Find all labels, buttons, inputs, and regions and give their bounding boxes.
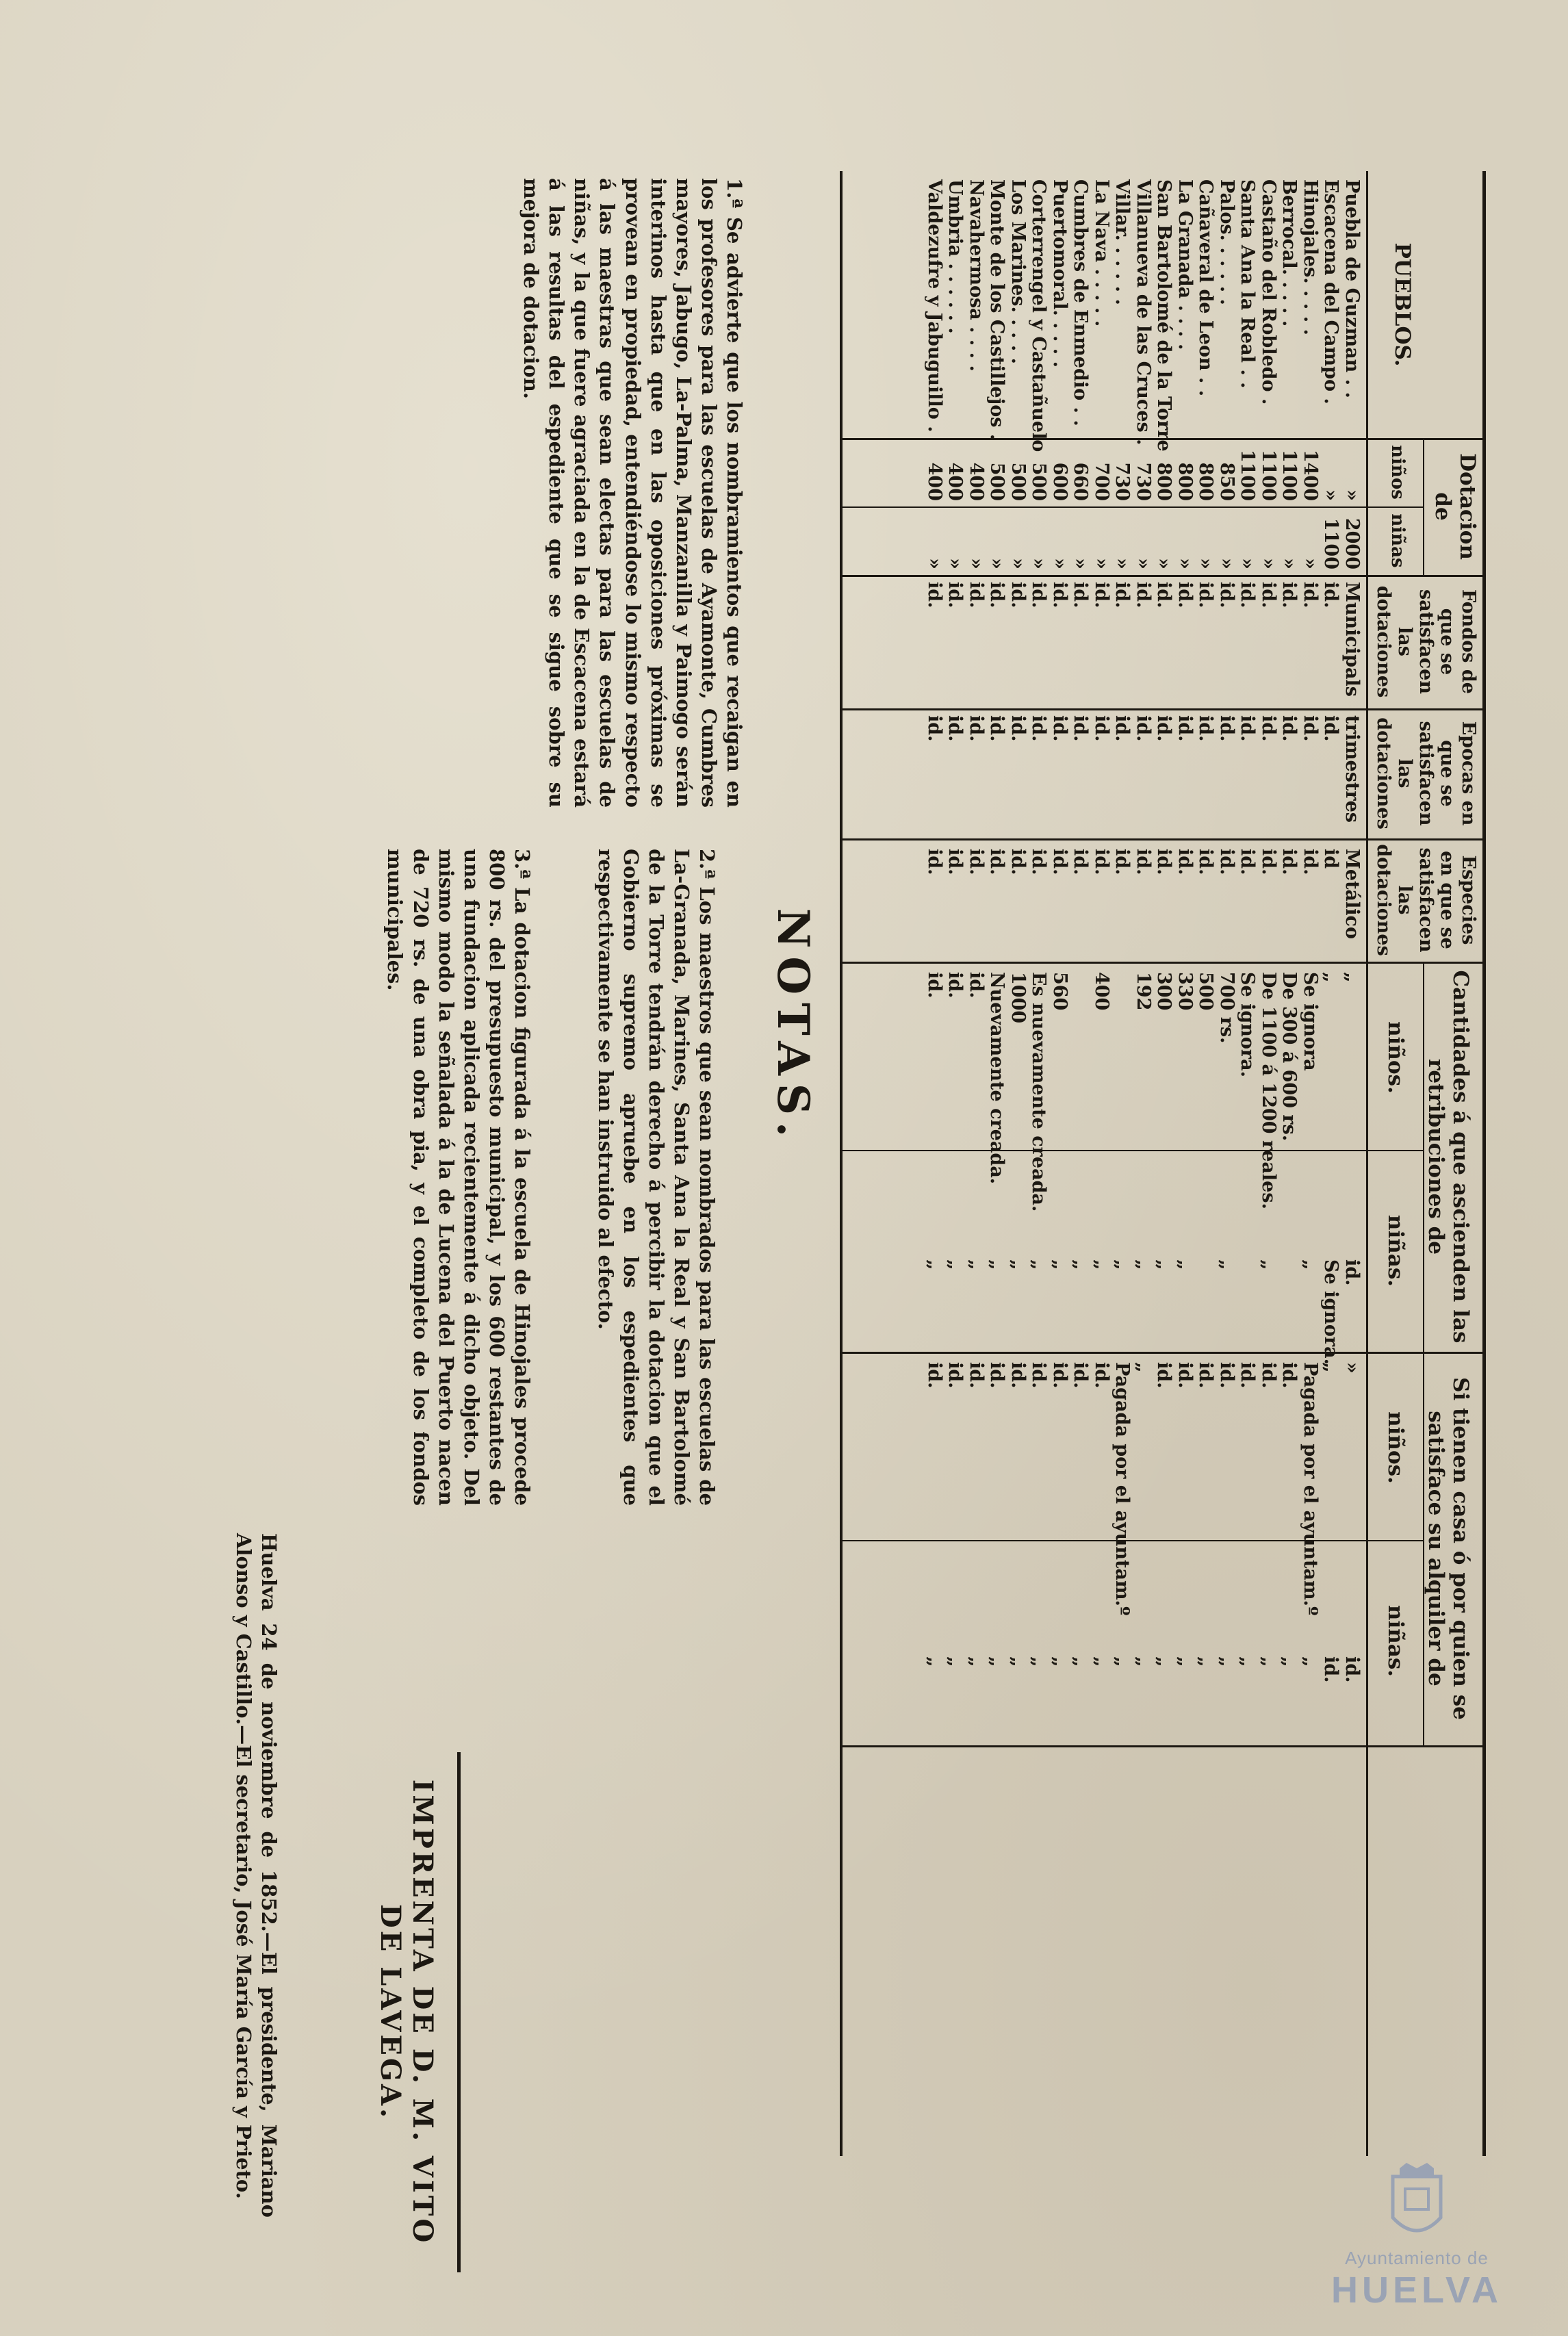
table-cell: id. (1341, 1656, 1363, 1683)
table-bottom-rule (840, 171, 843, 2156)
header-dotacion-ninas: niñas (1387, 513, 1408, 568)
table-cell: Los Marines. . . . . (1007, 179, 1029, 365)
header-dotacion-ninos: niños (1387, 445, 1408, 500)
table-cell: „ (1070, 1259, 1092, 1270)
table-cell: „ (1258, 1259, 1279, 1270)
header-casa-ninos: niños. (1383, 1411, 1408, 1484)
table-cell: » (1153, 558, 1175, 569)
table-cell: » (1028, 558, 1050, 569)
table-cell: Corterrengel y Castañuelo (1028, 179, 1050, 452)
table-cell: Se ignora. (1320, 1259, 1342, 1365)
table-cell: » (1070, 558, 1092, 569)
table-cell: id. (1070, 849, 1092, 875)
table-cell: » (1174, 558, 1196, 569)
table-cell: Navahermosa . . . . (966, 179, 987, 372)
table-cell: » (986, 558, 1008, 569)
table-cell: Palos. . . . . . (1216, 179, 1237, 305)
notes-title: NOTAS. (767, 908, 819, 1146)
closing-signature: Huelva 24 de noviembre de 1852.—El presidente, Mariano Alonso y Castillo.—El secretario, José María García y Prieto. (231, 1533, 281, 2218)
header-pueblos: PUEBLOS. (1390, 242, 1415, 367)
table-cell: id. (1216, 849, 1237, 875)
col-sep (843, 575, 1486, 577)
table-cell: Umbria . . . . . . (944, 179, 966, 334)
table-cell: „ (966, 1259, 987, 1270)
huelva-logo (1273, 2163, 1560, 2320)
table-cell: id. (1028, 582, 1050, 608)
table-cell: id. (1111, 849, 1133, 875)
column-especies (925, 849, 1363, 958)
table-cell: id. (1258, 1362, 1279, 1389)
table-cell: id. (944, 849, 966, 875)
table-cell: „ (1300, 1259, 1321, 1270)
table-cell: id. (966, 972, 987, 999)
imprint: IMPRENTA DE D. M. VITO DE LAVEGA. (374, 1779, 439, 2246)
table-cell: „ (986, 1656, 1008, 1667)
table-cell: » (1195, 558, 1217, 569)
table-cell: „ (1028, 1259, 1050, 1270)
column-casa-ninos (925, 1362, 1363, 1670)
table-cell: id. (1174, 849, 1196, 875)
table-cell: 800 (1153, 462, 1175, 501)
table-cell: 600 (1049, 462, 1070, 501)
table-cell: id. (1258, 715, 1279, 742)
table-cell: id. (1278, 715, 1300, 742)
table-cell: id. (1258, 582, 1279, 608)
table-cell: „ (1111, 1656, 1133, 1667)
table-cell: Escacena del Campo . (1320, 179, 1342, 405)
table-cell: Municipals (1341, 582, 1363, 697)
table-cell: id. (1320, 715, 1342, 742)
table-cell: „ (924, 1656, 945, 1667)
table-cell: id. (1320, 582, 1342, 608)
table-cell: 1100 (1320, 517, 1342, 569)
col-sep (843, 708, 1486, 710)
table-cell: » (1320, 489, 1342, 501)
table-cell: 850 (1216, 462, 1237, 501)
table-cell: „ (1195, 1656, 1217, 1667)
table-cell: 192 (1133, 972, 1154, 1011)
header-fondos: Fondos de que se satisfacen las dotaciones (1372, 585, 1479, 698)
imprint-rule (457, 1752, 461, 2272)
table-cell: „ (1153, 1656, 1175, 1667)
table-cell: » (1007, 558, 1029, 569)
table-cell: Villanueva de las Cruces . (1133, 179, 1154, 446)
table-cell: id. (1153, 582, 1175, 608)
header-casa: Si tienen casa ó por quien se satisface su alquiler de (1424, 1377, 1473, 1720)
table-cell: „ (1007, 1259, 1029, 1270)
table-cell: id. (1195, 582, 1217, 608)
col-sep (843, 1352, 1486, 1354)
table-cell: Cañaveral de Leon . . (1195, 179, 1217, 397)
table-cell: Pagada por el ayuntam.º (1111, 1362, 1133, 1616)
table-cell (1196, 1259, 1217, 1348)
table-cell: „ (1133, 1656, 1154, 1667)
table-cell: „ (1300, 1656, 1321, 1667)
table-cell: id. (1237, 582, 1259, 608)
header-cantidades: Cantidades á que ascienden las retribuciones de (1424, 970, 1473, 1344)
table-cell: » (924, 558, 945, 569)
table-cell (1279, 1259, 1300, 1348)
table-cell: San Bartolomé de la Torre (1153, 179, 1175, 452)
table-cell: id. (1278, 582, 1300, 608)
table-cell: „ (966, 1656, 987, 1667)
table-cell: trimestres (1341, 715, 1363, 823)
table-cell: 400 (966, 462, 987, 501)
table-cell: 1100 (1278, 449, 1300, 501)
table-cell: » (1258, 558, 1279, 569)
table-cell: id. (924, 849, 945, 875)
table-cell: » (1300, 558, 1321, 569)
table-cell: id. (1195, 849, 1217, 875)
table-cell: La Nava . . . . . (1091, 179, 1112, 327)
table-cell: „ (1133, 1259, 1154, 1270)
table-cell: 700 rs. (1216, 972, 1237, 1044)
table-cell: id. (1028, 849, 1050, 875)
table-cell: „ (1237, 1656, 1259, 1667)
table-cell: „ (1153, 1259, 1175, 1270)
table-cell: id. (1216, 1362, 1237, 1389)
table-cell: id. (1007, 715, 1029, 742)
logo-line1: Ayuntamiento de (1345, 2248, 1489, 2268)
table-cell: „ (1278, 1656, 1300, 1667)
table-cell: id. (1153, 715, 1175, 742)
table-cell: id. (1111, 715, 1133, 742)
col-sep (843, 962, 1486, 964)
table-cell: Valdezufre y Jabuguillo . (924, 179, 945, 433)
table-cell: id. (1341, 1259, 1363, 1286)
table-cell: „ (944, 1259, 966, 1270)
table-cell: id. (966, 1362, 987, 1389)
table-cell: 400 (944, 462, 966, 501)
table-cell: „ (1174, 1656, 1196, 1667)
table-cell: id. (924, 582, 945, 608)
col-sep (843, 506, 1424, 508)
table-cell: „ (1174, 1259, 1196, 1270)
table-cell: id. (1216, 715, 1237, 742)
table-cell: id. (1091, 582, 1112, 608)
column-retribucion-ninas (924, 1259, 1363, 1365)
table-cell: 500 (1195, 972, 1217, 1011)
table-top-rule (1482, 171, 1486, 2156)
table-cell: Monte de los Castillejos . (986, 179, 1008, 441)
table-cell: id. (944, 1362, 966, 1389)
table-cell: 800 (1195, 462, 1217, 501)
note-3: 3.ª La dotacion figurada á la escuela de Hinojales procede 800 rs. del presupuesto municipal, y los 600 restantes de una fundacion aplicada recientemente á dicho objeto. Del mismo modo la señalada á la de Lucena del Puerto nacen de 720 rs. de una obra pia, y el completo de los fondos municipales. (383, 849, 534, 1506)
table-cell: id. (1070, 582, 1092, 608)
table-cell: id. (1070, 1362, 1092, 1389)
header-casa-ninas: niñas. (1383, 1604, 1408, 1678)
table-cell: id. (1300, 849, 1321, 875)
table-cell: id. (1007, 582, 1029, 608)
table-cell: » (1341, 1362, 1363, 1374)
table-cell: id. (944, 582, 966, 608)
table-cell: „ (986, 1259, 1008, 1270)
table-cell: id. (1237, 1362, 1259, 1389)
table-cell: 660 (1070, 462, 1092, 501)
header-cant-ninos: niños. (1383, 1021, 1408, 1094)
table-cell: id. (1300, 715, 1321, 742)
header-epocas: Epocas en que se satisfacen las dotaciones (1372, 717, 1479, 830)
table-cell: Se ignora (1300, 972, 1321, 1071)
table-cell: 400 (1091, 972, 1112, 1011)
table-cell: 500 (986, 462, 1008, 501)
table-cell: 400 (924, 462, 945, 501)
table-cell: id. (1028, 715, 1050, 742)
table-cell: „ (1007, 1656, 1029, 1667)
header-dotacion: Dotacion de (1430, 453, 1480, 560)
table-cell: id. (1300, 582, 1321, 608)
table-cell: Castaño del Robledo . (1258, 179, 1279, 405)
table-cell: „ (924, 1259, 945, 1270)
table-header-rule (1366, 171, 1368, 2156)
table-cell: Santa Ana la Real . . (1237, 179, 1259, 389)
table-cell: id. (1153, 849, 1175, 875)
table-cell: 500 (1028, 462, 1050, 501)
table-cell: id. (1237, 715, 1259, 742)
table-cell: Berrocal. . . . . (1278, 179, 1300, 327)
table-cell: Se ignora. (1237, 972, 1259, 1077)
table-cell: id. (1133, 582, 1154, 608)
logo-line2: HUELVA (1331, 2270, 1502, 2311)
table-cell: id. (1007, 849, 1029, 875)
header-especies: Especies en que se satisfacen las dotaciones (1372, 844, 1479, 956)
table-cell: La Granada . . . . (1174, 179, 1196, 350)
table-cell: id. (1133, 715, 1154, 742)
column-dotacion-ninos (925, 446, 1363, 501)
table-cell: id. (1091, 1362, 1112, 1389)
table-cell: De 1100 á 1200 reales. (1258, 972, 1279, 1209)
table-cell: id. (986, 582, 1008, 608)
table-cell: 2000 (1341, 517, 1363, 569)
table-cell: id. (1174, 715, 1196, 742)
table-cell: 730 (1111, 462, 1133, 501)
table-cell: id. (1049, 1362, 1070, 1389)
table-cell: „ (1320, 972, 1342, 983)
column-pueblos (924, 179, 1363, 452)
table-cell: „ (1216, 1656, 1237, 1667)
note-2: 2.ª Los maestros que sean nombrados para las escuelas de La-Granada, Marines, Santa Ana la Real y San Bartolomé de la Torre tendrán derecho á percibir la dotacion que el Gobierno supremo apruebe en los espedientes que respectivamente se han instruido al efecto. (593, 849, 719, 1506)
table-cell: id. (986, 715, 1008, 742)
table-cell: id. (1028, 1362, 1050, 1389)
table-cell: Cumbres de Enmedio . . (1070, 179, 1092, 426)
sub-rule (1423, 438, 1424, 575)
table-cell: id. (1174, 582, 1196, 608)
table-cell: Metálico (1341, 849, 1363, 939)
table-cell: „ (1258, 1656, 1279, 1667)
column-dotacion-ninas (925, 515, 1363, 569)
table-cell: Villar. . . . . . (1111, 179, 1133, 305)
table-cell: Puertomoral. . . . . (1049, 179, 1070, 368)
table-cell: „ (1341, 972, 1363, 983)
table-cell: „ (1216, 1259, 1237, 1270)
table-cell: id. (966, 582, 987, 608)
table-cell: 560 (1049, 972, 1070, 1011)
table-cell: Es nuevamente creada. (1028, 972, 1050, 1212)
table-cell: id. (1195, 715, 1217, 742)
table-cell: id. (1049, 849, 1070, 875)
table-cell: 300 (1153, 972, 1175, 1011)
table-cell: id. (1237, 849, 1259, 875)
table-cell: » (1091, 558, 1112, 569)
table-cell: » (1111, 558, 1133, 569)
table-cell: id. (1195, 1362, 1217, 1389)
col-sep (843, 1745, 1486, 1747)
table-cell: Hinojales. . . . . (1300, 179, 1321, 335)
table-cell: 1400 (1300, 449, 1321, 501)
table-cell: „ (1320, 1362, 1342, 1373)
table-cell: » (1216, 558, 1237, 569)
column-fondos (925, 582, 1363, 705)
table-cell: » (1133, 558, 1154, 569)
table-cell: „ (1028, 1656, 1050, 1667)
table-cell: „ (1070, 1656, 1092, 1667)
table-cell: „ (1049, 1259, 1070, 1270)
crest-icon (1386, 2163, 1448, 2245)
header-cant-ninas: niñas. (1383, 1214, 1408, 1287)
table-cell: „ (1091, 1259, 1112, 1270)
table-cell: id (1320, 849, 1342, 869)
table-cell: id. (986, 1362, 1008, 1389)
table-cell: „ (1111, 1259, 1133, 1270)
table-cell: » (1341, 489, 1363, 501)
table-cell: id. (986, 849, 1008, 875)
col-sep (843, 838, 1486, 840)
table-cell: id. (1278, 1362, 1300, 1389)
table-cell: 730 (1133, 462, 1154, 501)
table-cell: „ (1049, 1656, 1070, 1667)
table-cell: 1100 (1237, 449, 1259, 501)
table-cell: id. (1049, 582, 1070, 608)
table-cell: id. (1091, 849, 1112, 875)
table-cell: id. (1111, 582, 1133, 608)
table-cell: » (1049, 558, 1070, 569)
table-cell: id. (944, 715, 966, 742)
table-cell: 1000 (1007, 972, 1029, 1024)
table-cell (1237, 1259, 1259, 1348)
table-cell: id. (1320, 1656, 1342, 1683)
table-cell: id. (1091, 715, 1112, 742)
column-epocas (925, 715, 1363, 835)
table-cell: » (966, 558, 987, 569)
table-cell: id. (1216, 582, 1237, 608)
column-casa-ninas (925, 1656, 1363, 1738)
table-cell: „ (944, 1656, 966, 1667)
table-cell: » (1278, 558, 1300, 569)
table-cell: id. (1174, 1362, 1196, 1389)
table-cell: 330 (1174, 972, 1196, 1011)
table-cell: id. (944, 972, 966, 999)
table-cell: „ (1133, 1362, 1154, 1373)
table-cell: De 300 á 600 rs. (1278, 972, 1300, 1142)
table-cell: id. (1007, 1362, 1029, 1389)
table-cell: 700 (1091, 462, 1112, 501)
table-cell: id. (924, 1362, 945, 1389)
table-cell: id. (924, 715, 945, 742)
table-cell: Puebla de Guzman . . (1341, 179, 1363, 398)
table-cell: id. (1049, 715, 1070, 742)
table-cell: Pagada por el ayuntam.º (1300, 1362, 1321, 1616)
table-cell: 800 (1174, 462, 1196, 501)
table-cell: » (944, 558, 966, 569)
table-cell: id. (966, 849, 987, 875)
table-cell: id. (1153, 1362, 1175, 1389)
table-cell: Nuevamente creada. (986, 972, 1008, 1185)
table-cell: id. (1278, 849, 1300, 875)
table-cell: id. (966, 715, 987, 742)
table-cell: „ (1091, 1656, 1112, 1667)
table-cell: » (1237, 558, 1259, 569)
table-cell: 1100 (1258, 449, 1279, 501)
note-1: 1.ª Se advierte que los nombramientos que recaigan en los profesores para las escuelas de Ayamonte, Cumbres mayores, Jabugo, La-Palma, Manzanilla y Paimogo serán interinos hasta que en las oposiciones próximas se provean en propiedad, entendiéndose lo mismo respecto á las maestras que sean electas para las escuelas de niñas, y la que fuere agraciada en la de Escacena estará á las resultas del espediente que se sigue sobre su mejora de dotacion. (519, 178, 746, 808)
table-cell: id. (1070, 715, 1092, 742)
table-cell: id. (1133, 849, 1154, 875)
table-cell: 500 (1007, 462, 1029, 501)
table-cell: id. (1258, 849, 1279, 875)
table-cell: id. (924, 972, 945, 999)
